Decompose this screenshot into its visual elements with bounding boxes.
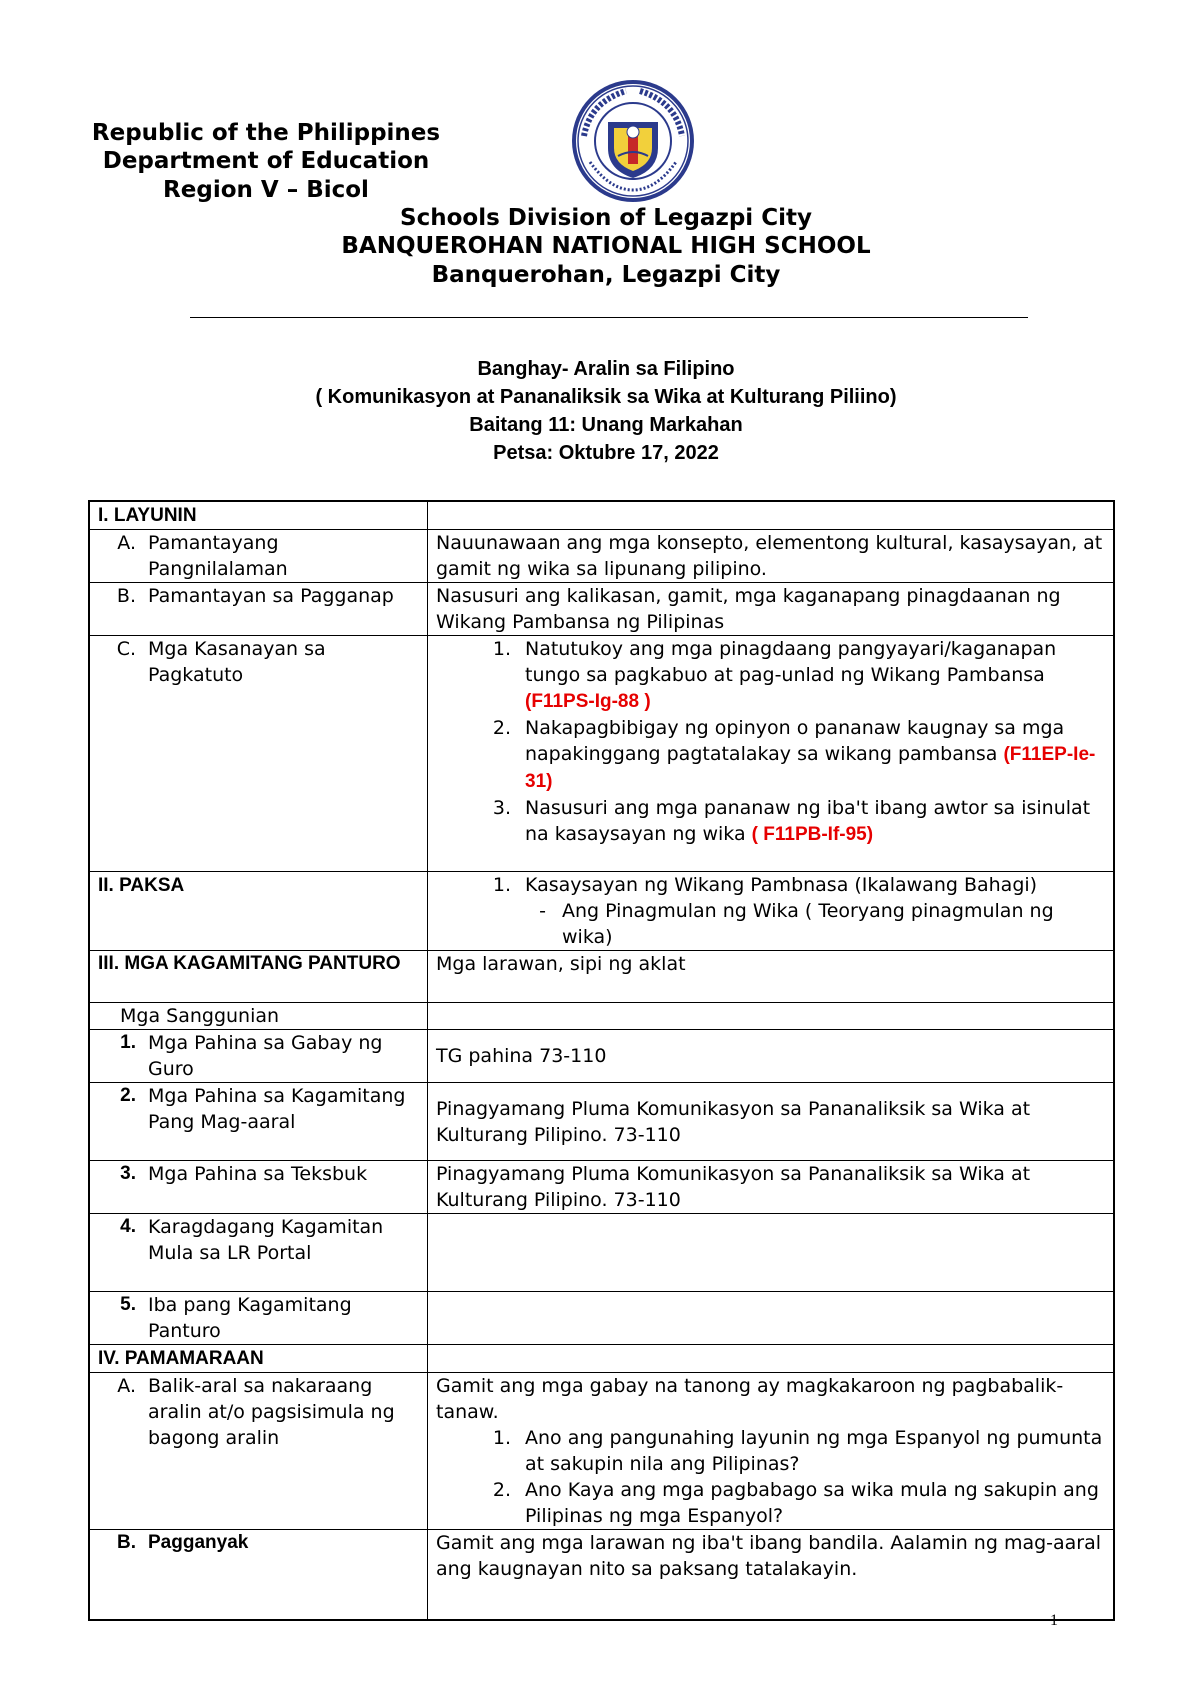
paksa-subtopic: Ang Pinagmulan ng Wika ( Teoryang pinagmulan ng wika) (562, 900, 1054, 948)
table-row: B. Pagganyak Gamit ang mga larawan ng iba't ibang bandila. Aalamin ng mag-aaral ang kaugnayan nito sa paksang tatalakayin. (89, 1530, 1114, 1620)
kasanayan-text: Nakapagbibigay ng opinyon o pananaw kaugnay sa mga napakinggang pagtatalakay sa wikang pambansa (525, 717, 1065, 765)
kagamitan-value: Mga larawan, sipi ng aklat (428, 951, 1115, 1003)
table-row (89, 872, 1114, 951)
reference-value: TG pahina 73-110 (428, 1030, 1115, 1083)
section-pamamaraan-heading: IV. PAMAMARAAN (98, 1348, 264, 1369)
section-paksa-heading: II. PAKSA (98, 875, 185, 896)
kasanayan-text: Nasusuri ang mga pananaw ng iba't ibang awtor sa isinulat na kasaysayan ng wika (525, 797, 1091, 845)
header-region: Region V – Bicol (163, 177, 369, 203)
pagganyak-label: Pagganyak (148, 1532, 249, 1553)
item-marker: C. (116, 638, 136, 660)
table-row (89, 530, 1114, 583)
deped-seal-logo (570, 78, 696, 204)
pamantayang-pangnilalaman-label: Pamantayang Pangnilalaman (148, 532, 288, 580)
page-number: 1 (1050, 1612, 1058, 1629)
header-divider (190, 317, 1028, 318)
list-item: 1. Kasaysayan ng Wikang Pambnasa (Ikalawang Bahagi) (436, 872, 1105, 898)
guide-question: Ano Kaya ang mga pagbabago sa wika mula ng sakupin ang Pilipinas ng mga Espanyol? (525, 1479, 1099, 1527)
table-row (89, 583, 1114, 636)
balik-aral-label: Balik-aral sa nakaraang aralin at/o pagsisimula ng bagong aralin (148, 1375, 395, 1449)
kasanayan-label: Mga Kasanayan sa Pagkatuto (148, 638, 326, 686)
reference-label: Iba pang Kagamitang Panturo (148, 1294, 352, 1342)
pamantayang-pangnilalaman-value: Nauunawaan ang mga konsepto, elementong kultural, kasaysayan, at gamit ng wika sa lipunang pilipino. (428, 530, 1115, 583)
reference-label: Mga Pahina sa Kagamitang Pang Mag-aaral (148, 1085, 406, 1133)
pamantayan-sa-pagganap-label: Pamantayan sa Pagganap (148, 585, 394, 607)
lesson-plan-table (88, 500, 1115, 1621)
table-row: 5. Iba pang Kagamitang Panturo (89, 1292, 1114, 1345)
paksa-title: Kasaysayan ng Wikang Pambnasa (Ikalawang Bahagi) (525, 874, 1038, 896)
kasanayan-text: Natutukoy ang mga pinagdaang pangyayari/kaganapan tungo sa pagkabuo at pag-unlad ng Wikang Pambansa (525, 638, 1057, 686)
sanggunian-label: Mga Sanggunian (120, 1005, 280, 1027)
table-row (89, 951, 1114, 1003)
header-department: Department of Education (102, 148, 430, 174)
section-layunin-heading: I. LAYUNIN (98, 505, 197, 526)
table-row: 4. Karagdagang Kagamitan Mula sa LR Portal (89, 1214, 1114, 1292)
table-row (89, 1003, 1114, 1030)
reference-value (428, 1214, 1115, 1292)
table-row: 1. Mga Pahina sa Gabay ng Guro TG pahina 73-110 (89, 1030, 1114, 1083)
item-marker: A. (117, 532, 136, 554)
header-division: Schools Division of Legazpi City (400, 205, 812, 231)
table-row (89, 636, 1114, 872)
table-row: 2. Mga Pahina sa Kagamitang Pang Mag-aaral Pinagyamang Pluma Komunikasyon sa Pananaliksik sa Wika at Kulturang Pilipino. 73-110 (89, 1083, 1114, 1161)
lesson-plan-title: Banghay- Aralin sa Filipino (477, 358, 735, 380)
guide-question: Ano ang pangunahing layunin ng mga Espanyol ng pumunta at sakupin nila ang Pilipinas? (525, 1427, 1103, 1475)
reference-label: Mga Pahina sa Gabay ng Guro (148, 1032, 383, 1080)
reference-label: Mga Pahina sa Teksbuk (148, 1163, 368, 1185)
reference-value: Pinagyamang Pluma Komunikasyon sa Pananaliksik sa Wika at Kulturang Pilipino. 73-110 (428, 1161, 1115, 1214)
list-item: 2. Nakapagbibigay ng opinyon o pananaw kaugnay sa mga napakinggang pagtatalakay sa wikang pambansa (F11EP-Ie-31) (492, 717, 1096, 792)
reference-value (428, 1292, 1115, 1345)
table-row: A. Balik-aral sa nakaraang aralin at/o pagsisimula ng bagong aralin Gamit ang mga gabay na tanong ay magkakaroon ng pagbabalik-tanaw. 1. Ano ang pangunahing layunin ng mga Espanyol ng pumunta at sakupin nila ang Pilipinas? 2. Ano Kaya ang mga pagbabago sa wika mula ng sakupin ang Pilipinas ng mga Espanyol? (89, 1373, 1114, 1530)
header-address: Banquerohan, Legazpi City (431, 262, 781, 288)
table-row (89, 501, 1114, 530)
table-row: 3. Mga Pahina sa Teksbuk Pinagyamang Pluma Komunikasyon sa Pananaliksik sa Wika at Kulturang Pilipino. 73-110 (89, 1161, 1114, 1214)
competency-code: (F11PS-Ig-88 ) (525, 691, 651, 712)
header-republic: Republic of the Philippines (91, 120, 441, 146)
list-item: 1. Natutukoy ang mga pinagdaang pangyayari/kaganapan tungo sa pagkabuo at pag-unlad ng Wikang Pambansa (F11PS-Ig-88 ) (492, 638, 1057, 712)
list-item: 1. Ano ang pangunahing layunin ng mga Espanyol ng pumunta at sakupin nila ang Pilipinas? (436, 1425, 1105, 1477)
competency-code: ( F11PB-If-95) (751, 824, 874, 845)
list-item: - Ang Pinagmulan ng Wika ( Teoryang pinagmulan ng wika) (436, 898, 1105, 950)
reference-label: Karagdagang Kagamitan Mula sa LR Portal (148, 1216, 384, 1264)
reference-value: Pinagyamang Pluma Komunikasyon sa Pananaliksik sa Wika at Kulturang Pilipino. 73-110 (428, 1083, 1115, 1161)
pamantayan-sa-pagganap-value: Nasusuri ang kalikasan, gamit, mga kaganapang pinagdaanan ng Wikang Pambansa ng Pilipinas (428, 583, 1115, 636)
header-school: BANQUEROHAN NATIONAL HIGH SCHOOL (341, 233, 871, 259)
lesson-plan-subject: ( Komunikasyon at Pananaliksik sa Wika at Kulturang Piliino) (315, 386, 897, 408)
competency-code: (F11EP-Ie-31) (525, 744, 1096, 792)
table-row (89, 1345, 1114, 1373)
lesson-plan-grade: Baitang 11: Unang Markahan (469, 414, 743, 436)
list-item: 3. Nasusuri ang mga pananaw ng iba't ibang awtor sa isinulat na kasaysayan ng wika ( F11PB-If-95) (492, 797, 1091, 845)
lesson-plan-date: Petsa: Oktubre 17, 2022 (493, 442, 719, 464)
pagganyak-value: Gamit ang mga larawan ng iba't ibang bandila. Aalamin ng mag-aaral ang kaugnayan nito sa paksang tatalakayin. (428, 1530, 1115, 1620)
list-item: 2. Ano Kaya ang mga pagbabago sa wika mula ng sakupin ang Pilipinas ng mga Espanyol? (436, 1477, 1105, 1529)
item-marker: B. (116, 585, 136, 607)
balik-aral-intro: Gamit ang mga gabay na tanong ay magkakaroon ng pagbabalik-tanaw. (436, 1375, 1064, 1423)
section-kagamitan-heading: III. MGA KAGAMITANG PANTURO (98, 953, 401, 974)
